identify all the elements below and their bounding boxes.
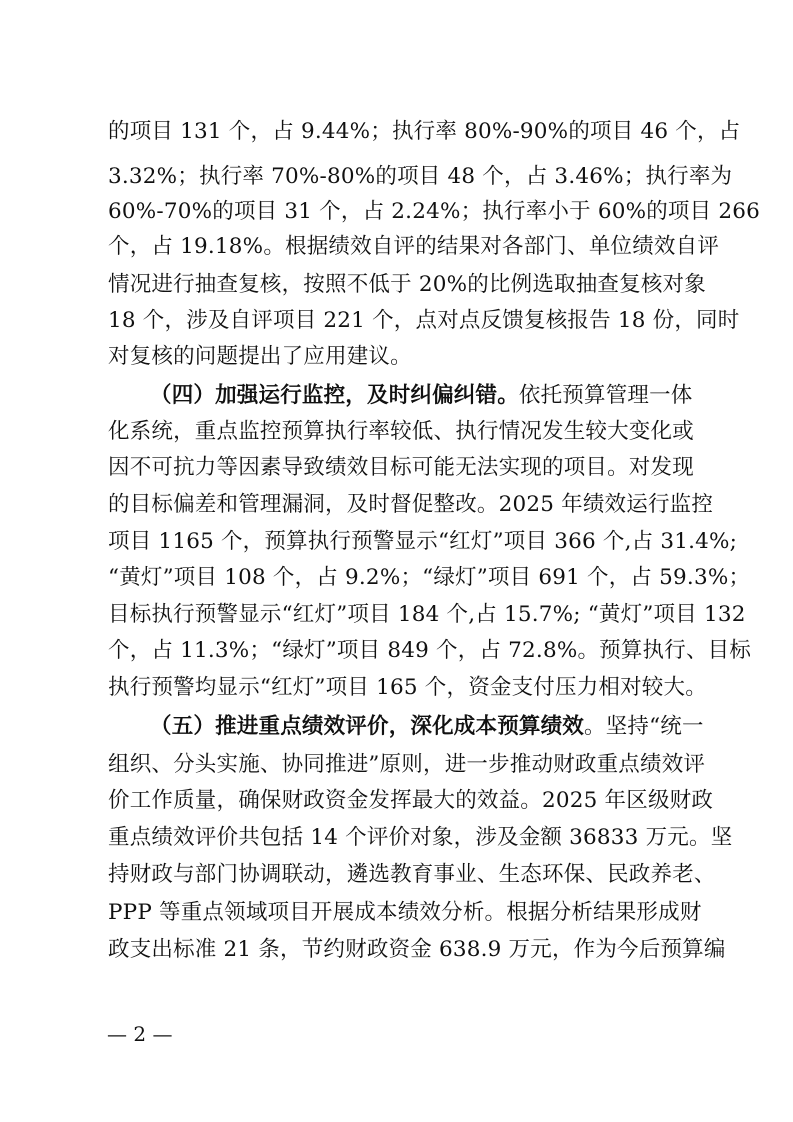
line-text: 持财政与部门协调联动，遴选教育事业、生态环保、民政养老、: [108, 862, 716, 887]
line-text: 目标执行预警显示“红灯”项目 184 个,占 15.7%; “黄灯”项目 132: [108, 602, 746, 627]
line-text: 的目标偏差和管理漏洞，及时督促整改。2025 年绩效运行监控: [108, 492, 714, 517]
line-text: 组织、分头实施、协同推进”原则，进一步推动财政重点绩效评: [108, 752, 706, 777]
line-text: 18 个，涉及自评项目 221 个，点对点反馈复核报告 18 份，同时: [108, 308, 740, 333]
paragraph-line: [108, 860, 716, 890]
line-text: 项目 1165 个，预算执行预警显示“红灯”项目 366 个,占 31.4%;: [108, 529, 738, 554]
section-heading: （五）推进重点绩效评价，深化成本预算绩效: [150, 714, 585, 739]
paragraph-line: [108, 935, 726, 965]
line-text: 化系统，重点监控预算执行率较低、执行情况发生较大变化或: [108, 419, 694, 444]
paragraph-line: [108, 197, 760, 227]
section-heading-line: [150, 381, 693, 411]
section-heading: （四）加强运行监控，及时纠偏纠错。: [150, 383, 519, 408]
paragraph-line: [108, 117, 741, 147]
paragraph-line: [108, 750, 706, 780]
line-text: 60%-70%的项目 31 个，占 2.24%；执行率小于 60%的项目 266: [108, 199, 760, 224]
line-text: 政支出标准 21 条，节约财政资金 638.9 万元，作为今后预算编: [108, 937, 726, 962]
page-number: — 2 —: [107, 1022, 173, 1046]
line-text: PPP 等重点领域项目开展成本绩效分析。根据分析结果形成财: [108, 900, 702, 925]
line-text: 个，占 11.3%；“绿灯”项目 849 个，占 72.8%。预算执行、目标: [108, 638, 752, 663]
paragraph-line: [108, 232, 720, 262]
line-text: 价工作质量，确保财政资金发挥最大的效益。2025 年区级财政: [108, 788, 714, 813]
paragraph-line: [108, 417, 694, 447]
line-text: “黄灯”项目 108 个，占 9.2%；“绿灯”项目 691 个，占 59.3%；: [108, 565, 751, 590]
paragraph-line: [108, 636, 752, 666]
paragraph-line: [108, 270, 706, 300]
line-text: 依托预算管理一体: [518, 383, 693, 408]
paragraph-line: [108, 527, 738, 557]
paragraph-line: [108, 823, 733, 853]
paragraph-line: [108, 563, 751, 593]
paragraph-line: [108, 898, 702, 928]
paragraph-line: [108, 673, 707, 703]
section-heading-line: [150, 712, 704, 742]
paragraph-line: [108, 306, 740, 336]
line-text: 情况进行抽查复核，按照不低于 20%的比例选取抽查复核对象: [108, 272, 706, 297]
line-text: 个，占 19.18%。根据绩效自评的结果对各部门、单位绩效自评: [108, 234, 720, 259]
line-text: 重点绩效评价共包括 14 个评价对象，涉及金额 36833 万元。坚: [108, 825, 733, 850]
paragraph-line: [108, 786, 714, 816]
paragraph-line: [108, 162, 733, 192]
line-text: 因不可抗力等因素导致绩效目标可能无法实现的项目。对发现: [108, 455, 694, 480]
paragraph-line: [108, 600, 746, 630]
line-text: 3.32%；执行率 70%-80%的项目 48 个，占 3.46%；执行率为: [108, 164, 733, 189]
line-text: 执行预警均显示“红灯”项目 165 个，资金支付压力相对较大。: [108, 675, 707, 700]
line-text: 对复核的问题提出了应用建议。: [108, 344, 412, 369]
paragraph-line: [108, 342, 688, 372]
paragraph-line: [108, 453, 694, 483]
line-text: 的项目 131 个，占 9.44%；执行率 80%-90%的项目 46 个，占: [108, 119, 741, 144]
line-text: 。坚持“统一: [584, 714, 704, 739]
paragraph-line: [108, 490, 714, 520]
